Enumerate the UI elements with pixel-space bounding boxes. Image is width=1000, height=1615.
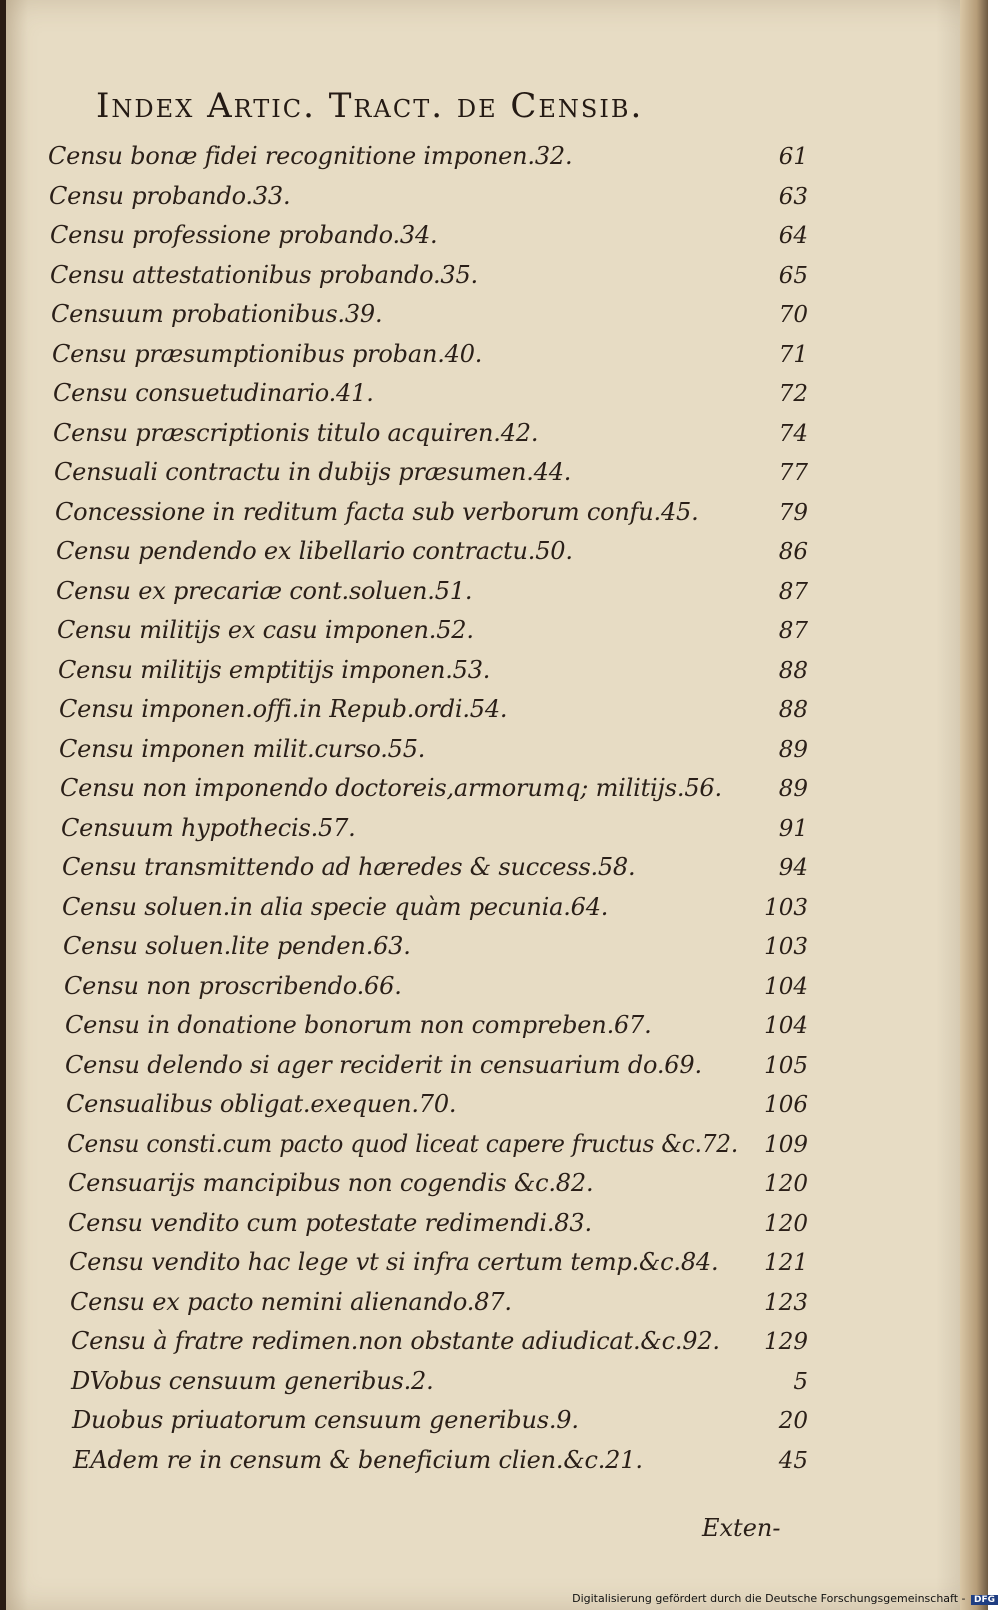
dfg-logo: DFG <box>971 1595 998 1605</box>
index-entry <box>48 652 808 692</box>
index-entry <box>48 573 808 613</box>
index-entry <box>48 1165 808 1205</box>
index-entry <box>48 217 808 257</box>
index-entry <box>48 1402 808 1442</box>
index-entry <box>48 533 808 573</box>
entry-page-number: 88 <box>778 657 808 684</box>
entry-page-number: 77 <box>778 460 808 486</box>
entry-title: Duobus priuatorum censuum generibus.9. <box>72 1406 579 1434</box>
entry-title: Censu consuetudinario.41. <box>53 379 374 407</box>
entry-page-number: 87 <box>778 578 808 605</box>
entry-page-number: 103 <box>764 934 808 960</box>
index-entry <box>48 1086 808 1126</box>
entry-page-number: 94 <box>778 855 808 881</box>
index-entry <box>48 928 808 968</box>
entry-title: DVobus censuum generibus.2. <box>71 1366 434 1395</box>
entry-title: Censu professione probando.34. <box>50 221 438 249</box>
entry-page-number: 87 <box>778 618 808 644</box>
entry-title: Censu probando.33. <box>49 181 291 210</box>
index-entry <box>48 968 808 1008</box>
entry-title: Censuarijs mancipibus non cogendis &c.82. <box>68 1169 594 1197</box>
index-entry <box>48 691 808 731</box>
entry-page-number: 72 <box>778 381 808 407</box>
page-fore-edge <box>960 0 988 1610</box>
entry-title: Censu attestationibus probando.35. <box>50 260 478 289</box>
entry-title: Censu imponen.offi.in Repub.ordi.54. <box>59 695 508 723</box>
entry-page-number: 86 <box>778 539 808 565</box>
entry-title: Censuum probationibus.39. <box>51 300 383 328</box>
index-entry-list <box>48 138 808 1481</box>
entry-title: Censu præsumptionibus proban.40. <box>52 339 483 368</box>
entry-title: Censu vendito cum potestate redimendi.83. <box>68 1208 592 1237</box>
entry-page-number: 109 <box>764 1131 808 1158</box>
index-entry <box>48 454 808 494</box>
index-entry <box>48 1442 808 1482</box>
entry-title: Censu consti.cum pacto quod liceat capere fructus &c.72. <box>67 1129 738 1158</box>
entry-page-number: 45 <box>778 1447 808 1474</box>
entry-page-number: 88 <box>778 697 808 723</box>
entry-title: Censu bonæ fidei recognitione imponen.32. <box>48 142 573 170</box>
entry-page-number: 70 <box>778 302 808 328</box>
index-entry <box>48 1363 808 1403</box>
entry-title: Censu militijs emptitijs imponen.53. <box>58 655 491 684</box>
index-entry <box>48 415 808 455</box>
entry-title: Censuum hypothecis.57. <box>61 813 356 842</box>
entry-page-number: 103 <box>764 894 808 921</box>
entry-title: Censualibus obligat.exequen.70. <box>66 1090 457 1118</box>
entry-page-number: 120 <box>764 1210 808 1237</box>
index-entry <box>48 1323 808 1363</box>
entry-page-number: 120 <box>764 1171 808 1197</box>
entry-title: EAdem re in censum & beneficium clien.&c.21. <box>73 1445 643 1474</box>
entry-title: Censu delendo si ager reciderit in censuarium do.69. <box>65 1050 702 1079</box>
running-head: Index Artic. Tract. de Censib. <box>96 86 644 126</box>
entry-page-number: 123 <box>764 1289 808 1316</box>
index-entry <box>48 375 808 415</box>
index-entry <box>48 810 808 850</box>
entry-title: Censu militijs ex casu imponen.52. <box>57 616 474 644</box>
entry-title: Censu imponen milit.curso.55. <box>59 734 426 763</box>
entry-page-number: 63 <box>778 183 808 210</box>
entry-page-number: 20 <box>778 1408 808 1434</box>
credit-text: Digitalisierung gefördert durch die Deutsche Forschungsgemeinschaft - <box>572 1592 966 1605</box>
index-entry <box>48 494 808 534</box>
index-entry <box>48 257 808 297</box>
index-entry <box>48 889 808 929</box>
entry-page-number: 74 <box>778 420 808 447</box>
index-entry <box>48 770 808 810</box>
index-entry <box>48 178 808 218</box>
entry-page-number: 129 <box>764 1329 808 1355</box>
index-entry <box>48 731 808 771</box>
entry-title: Censu soluen.in alia specie quàm pecunia.64. <box>62 892 609 921</box>
entry-title: Censu pendendo ex libellario contractu.50. <box>56 537 573 565</box>
entry-title: Censu non proscribendo.66. <box>64 971 402 1000</box>
index-entry <box>48 612 808 652</box>
index-entry <box>48 1244 808 1284</box>
index-entry <box>48 296 808 336</box>
entry-title: Censuali contractu in dubijs præsumen.44. <box>54 458 572 486</box>
entry-title: Concessione in reditum facta sub verborum confu.45. <box>55 497 699 526</box>
entry-page-number: 104 <box>764 1013 808 1039</box>
entry-page-number: 71 <box>778 341 808 368</box>
entry-title: Censu in donatione bonorum non compreben.67. <box>65 1011 652 1039</box>
entry-page-number: 121 <box>764 1250 808 1276</box>
entry-title: Censu ex pacto nemini alienando.87. <box>70 1287 512 1316</box>
entry-title: Censu non imponendo doctoreis,armorumq; militijs.56. <box>60 774 722 802</box>
entry-title: Censu vendito hac lege vt si infra certum temp.&c.84. <box>69 1248 719 1276</box>
index-entry <box>48 849 808 889</box>
entry-page-number: 65 <box>778 262 808 289</box>
entry-title: Censu ex precariæ cont.soluen.51. <box>56 576 473 605</box>
entry-title: Censu à fratre redimen.non obstante adiudicat.&c.92. <box>71 1327 720 1355</box>
entry-page-number: 104 <box>764 973 808 1000</box>
entry-page-number: 5 <box>793 1368 808 1395</box>
index-entry <box>48 1007 808 1047</box>
entry-page-number: 79 <box>778 499 808 526</box>
entry-title: Censu soluen.lite penden.63. <box>63 932 411 960</box>
entry-page-number: 89 <box>778 736 808 763</box>
index-entry <box>48 1126 808 1166</box>
entry-page-number: 89 <box>778 776 808 802</box>
entry-page-number: 106 <box>764 1092 808 1118</box>
catchword: Exten- <box>702 1514 781 1542</box>
digitization-credit <box>470 1592 998 1605</box>
index-entry <box>48 1284 808 1324</box>
entry-page-number: 105 <box>764 1052 808 1079</box>
entry-page-number: 91 <box>778 815 808 842</box>
entry-title: Censu transmittendo ad hæredes & success.58. <box>62 853 636 881</box>
index-entry <box>48 1047 808 1087</box>
index-entry <box>48 1205 808 1245</box>
index-entry <box>48 138 808 178</box>
entry-page-number: 64 <box>778 223 808 249</box>
entry-page-number: 61 <box>778 144 808 170</box>
index-entry <box>48 336 808 376</box>
entry-title: Censu præscriptionis titulo acquiren.42. <box>53 418 539 447</box>
